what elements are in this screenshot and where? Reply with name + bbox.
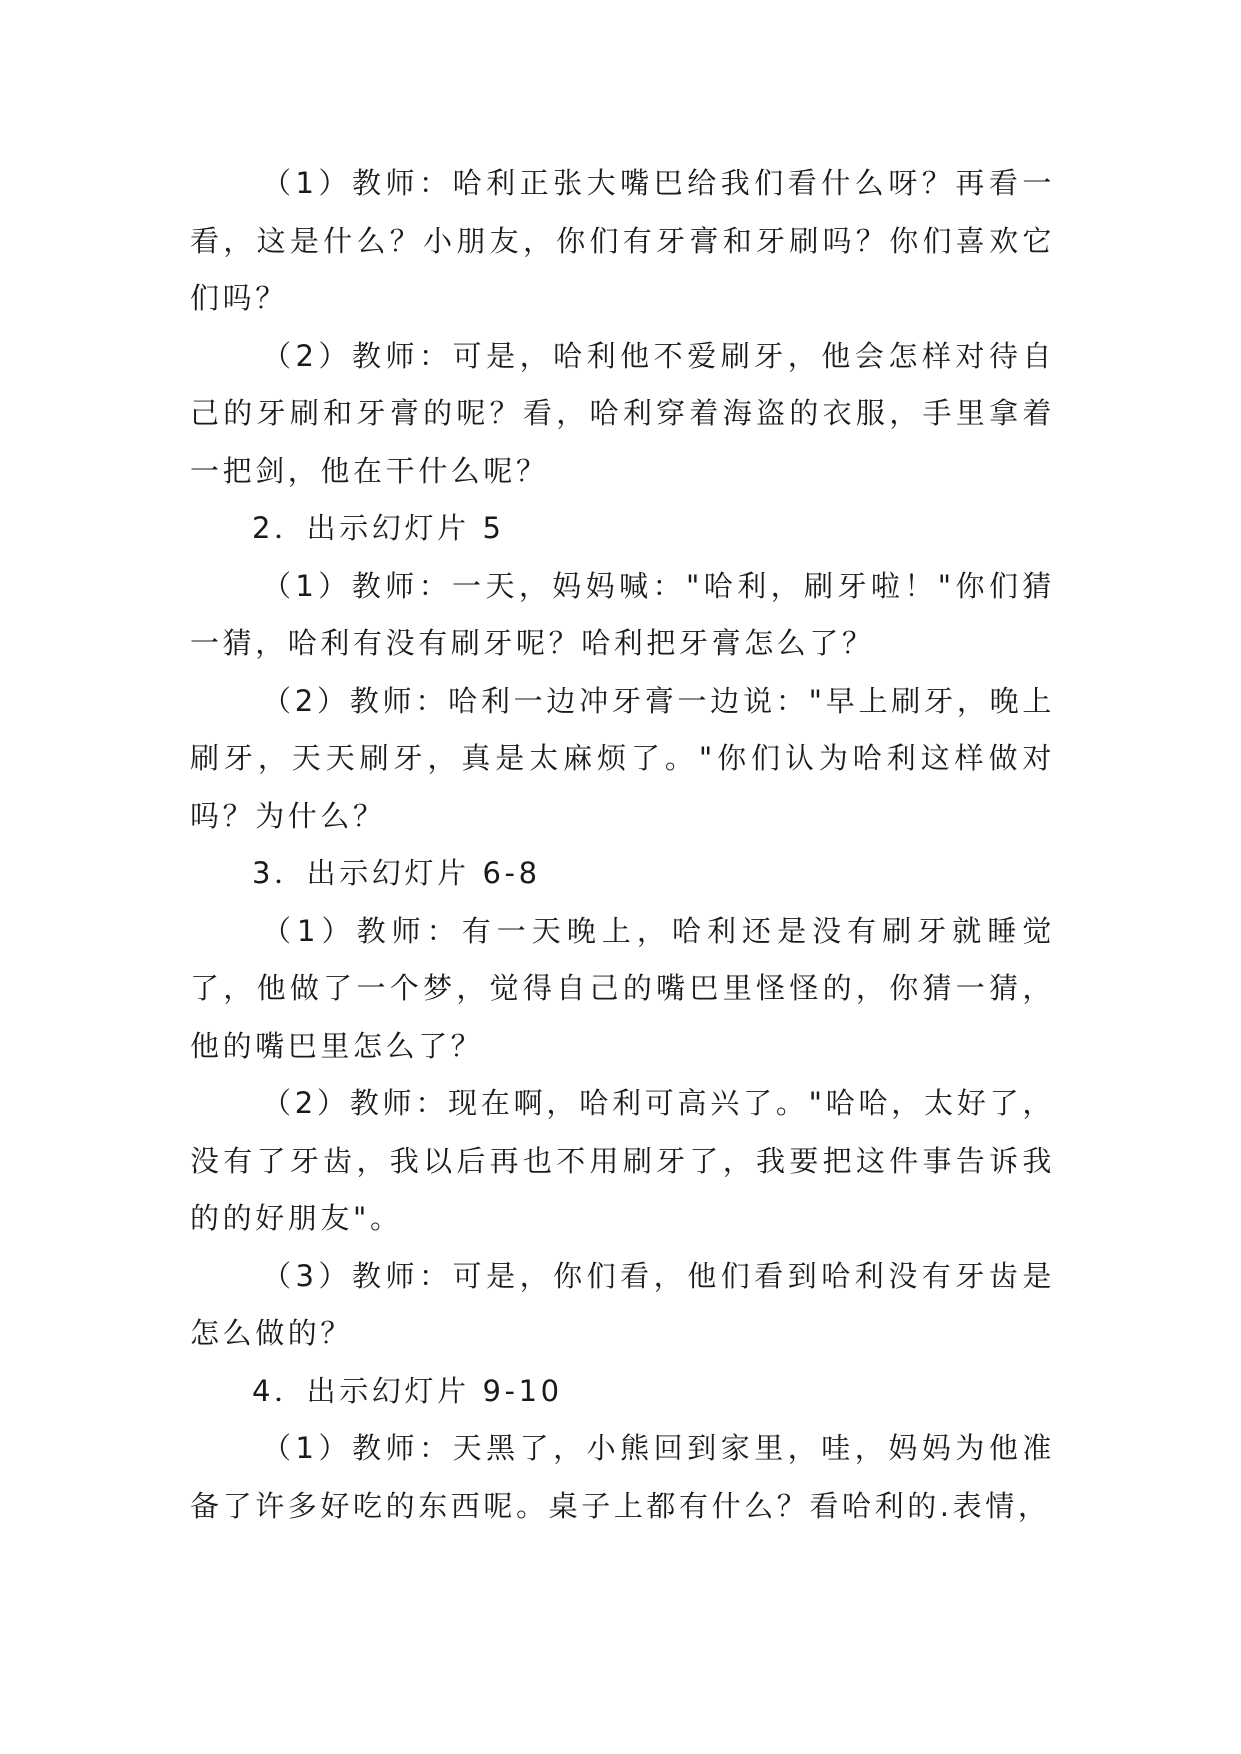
paragraph-8: （1）教师：天黑了，小熊回到家里，哇，妈妈为他准备了许多好吃的东西呢。桌子上都有什么？看哈利的.表情， bbox=[190, 1431, 1055, 1523]
paragraph-6: （2）教师：现在啊，哈利可高兴了。"哈哈，太好了，没有了牙齿，我以后再也不用刷牙了，我要把这件事告诉我的的好朋友"。 bbox=[190, 1086, 1055, 1235]
section-heading-3: 3．出示幻灯片 6-8 bbox=[252, 856, 541, 890]
paragraph-3: （1）教师：一天，妈妈喊："哈利，刷牙啦！"你们猜一猜，哈利有没有刷牙呢？哈利把牙膏怎么了？ bbox=[190, 568, 1055, 660]
paragraph-7: （3）教师：可是，你们看，他们看到哈利没有牙齿是怎么做的？ bbox=[190, 1258, 1055, 1350]
paragraph-1: （1）教师：哈利正张大嘴巴给我们看什么呀？再看一看，这是什么？小朋友，你们有牙膏和牙刷吗？你们喜欢它们吗？ bbox=[190, 166, 1055, 315]
section-heading-2: 2．出示幻灯片 5 bbox=[252, 511, 505, 545]
document-body bbox=[190, 155, 1055, 1535]
section-heading-4: 4．出示幻灯片 9-10 bbox=[252, 1373, 563, 1408]
paragraph-4: （2）教师：哈利一边冲牙膏一边说："早上刷牙，晚上刷牙，天天刷牙，真是太麻烦了。"你们认为哈利这样做对吗？为什么？ bbox=[190, 683, 1055, 833]
paragraph-5: （1）教师：有一天晚上，哈利还是没有刷牙就睡觉了，他做了一个梦，觉得自己的嘴巴里怪怪的，你猜一猜，他的嘴巴里怎么了？ bbox=[190, 913, 1055, 1063]
paragraph-2: （2）教师：可是，哈利他不爱刷牙，他会怎样对待自己的牙刷和牙膏的呢？看，哈利穿着海盗的衣服，手里拿着一把剑，他在干什么呢？ bbox=[190, 338, 1055, 488]
